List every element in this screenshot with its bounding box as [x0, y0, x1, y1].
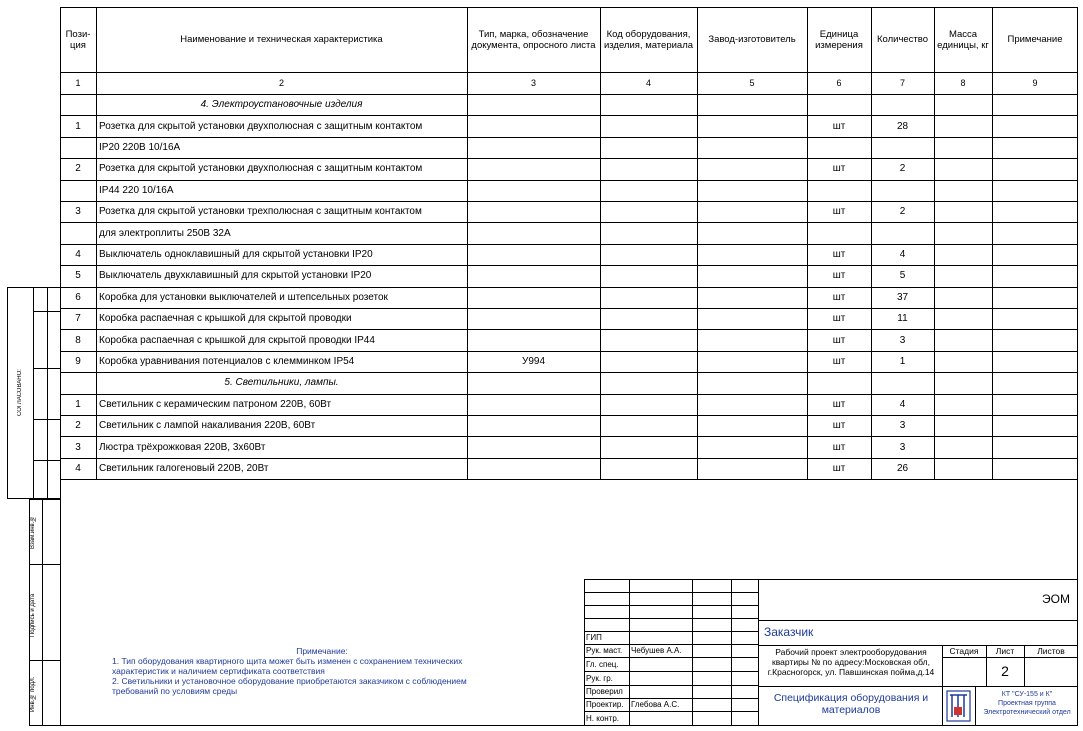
row-unit: [807, 372, 871, 393]
row-quantity: 28: [896, 120, 909, 132]
column-number: 3: [530, 77, 536, 88]
row-quantity: 2: [899, 163, 906, 175]
row-type: [467, 308, 600, 329]
row-position: 5: [75, 270, 81, 282]
row-type: [467, 265, 600, 286]
row-position: 7: [75, 313, 81, 325]
replace-inv-label: Взам.инв.№: [30, 515, 36, 550]
row-position: 1: [75, 120, 81, 132]
header-note: Примечание: [1007, 34, 1063, 45]
row-quantity: 37: [896, 291, 909, 303]
row-quantity: 11: [897, 313, 908, 325]
header-code: Код оборудования, изделия, материала: [603, 28, 694, 51]
row-unit: шт: [832, 462, 846, 474]
row-position: [60, 372, 96, 393]
row-quantity: 3: [899, 334, 906, 346]
row-type: [467, 287, 600, 308]
row-name: Светильник галогеновый 220В, 20Вт: [99, 462, 269, 474]
row-type: [467, 394, 600, 415]
row-name: Розетка для скрытой установки двухполюсная с защитным контактом: [99, 163, 423, 175]
project-description: [760, 647, 942, 677]
row-type: [467, 158, 600, 179]
row-unit: шт: [832, 248, 846, 260]
row-unit: шт: [832, 420, 846, 432]
row-position: 2: [75, 163, 81, 175]
row-type: [467, 137, 600, 158]
row-position: 3: [75, 441, 81, 453]
row-type: [467, 436, 600, 457]
title-block-name: [629, 711, 692, 726]
row-type: [467, 222, 600, 243]
row-unit: шт: [832, 291, 846, 303]
organization-line-3: Электротехнический отдел: [983, 709, 1071, 716]
project-line-2: квартиры № по адресу:Московская обл,: [772, 657, 930, 667]
row-unit: шт: [832, 163, 846, 175]
row-unit: шт: [832, 334, 846, 346]
row-type: [467, 115, 600, 136]
column-number: 9: [1032, 77, 1038, 88]
row-quantity: 26: [896, 462, 909, 474]
row-position: [60, 94, 96, 115]
row-position: 2: [75, 420, 81, 432]
header-pos: Пози-ция: [65, 28, 91, 51]
row-name: Коробка распаечная с крышкой для скрытой проводки: [99, 313, 352, 325]
row-position: 9: [75, 355, 81, 367]
title-block-role: Гл. спец.: [586, 659, 619, 669]
column-number: 8: [960, 77, 966, 88]
row-name: Светильник с лампой накаливания 220В, 60Вт: [99, 420, 316, 432]
header-name: Наименование и техническая характеристика: [180, 34, 383, 45]
title-block-role: Проверил: [586, 687, 623, 696]
row-name: Выключатель двухклавишный для скрытой установки IP20: [99, 270, 372, 282]
row-position: 6: [75, 291, 81, 303]
notes-block: [112, 646, 532, 696]
row-type: [467, 201, 600, 222]
title-block-role: ГИП: [586, 633, 602, 642]
row-type: [467, 244, 600, 265]
title-block-name: Глебова А.С.: [631, 700, 680, 709]
row-quantity: 2: [899, 206, 906, 218]
header-mass: Масса единицы, кг: [937, 28, 989, 51]
row-quantity: 3: [899, 420, 906, 432]
row-position: [60, 180, 96, 201]
row-quantity: [871, 180, 934, 201]
title-block-name: [629, 657, 692, 671]
row-name: IP44 220 10/16А: [99, 184, 174, 196]
row-quantity: [871, 137, 934, 158]
row-position: 8: [75, 334, 81, 346]
column-number: 5: [749, 77, 755, 88]
row-unit: шт: [832, 398, 846, 410]
row-unit: шт: [832, 355, 846, 367]
project-line-3: г.Красногорск, ул. Павшинская пойма,д.14: [767, 667, 935, 677]
document-title-line-1: Спецификация оборудования и: [773, 692, 929, 704]
row-unit: шт: [832, 206, 846, 218]
row-unit: шт: [832, 313, 846, 325]
organization-logo-icon: [945, 689, 972, 723]
stage-label: Стадия: [949, 645, 979, 656]
header-maker: Завод-изготовитель: [708, 34, 796, 45]
row-quantity: 4: [899, 398, 906, 410]
row-type: [467, 415, 600, 436]
row-quantity: 5: [899, 270, 906, 282]
row-type: [467, 329, 600, 350]
row-type: [467, 458, 600, 479]
sheet-number: 2: [1001, 663, 1009, 679]
row-quantity: 1: [899, 355, 906, 367]
column-number: 7: [899, 77, 905, 88]
row-name: Коробка для установки выключателей и штепсельных розеток: [99, 291, 388, 303]
customer: Заказчик: [764, 624, 814, 639]
row-unit: шт: [832, 441, 846, 453]
doc-code: ЭОМ: [1042, 591, 1070, 606]
row-name: Розетка для скрытой установки двухполюсная с защитным контактом: [99, 120, 423, 132]
title-block-name: [629, 631, 692, 644]
column-number: 6: [836, 77, 842, 88]
organization: [976, 690, 1078, 717]
notes-title: Примечание:: [296, 646, 348, 656]
original-inv-label: Инв.№ подл.: [30, 676, 36, 712]
row-position: 1: [75, 398, 81, 410]
row-position: [60, 137, 96, 158]
row-quantity: [871, 372, 934, 393]
row-type: [467, 94, 600, 115]
notes-line-3: 2. Светильники и установочное оборудование приобретаются заказчиком с соблюдением: [112, 676, 467, 686]
row-name: Коробка распаечная с крышкой для скрытой проводки IP44: [99, 334, 375, 346]
sheets-label: Листов: [1037, 645, 1065, 656]
title-block-role: Проектир.: [586, 700, 624, 709]
row-unit: шт: [832, 120, 846, 132]
agreed-label: СОГЛАСОВАНО:: [17, 369, 23, 417]
row-type: [467, 180, 600, 201]
row-position: 4: [75, 462, 81, 474]
document-title: [760, 692, 942, 716]
row-type: У994: [521, 355, 546, 367]
project-line-1: Рабочий проект электрооборудования: [775, 647, 927, 657]
column-number: 1: [75, 77, 81, 88]
row-quantity: 3: [899, 441, 906, 453]
row-name: Люстра трёхрожковая 220В, 3х60Вт: [99, 441, 266, 453]
header-unit: Единица измерения: [815, 28, 863, 51]
row-unit: [807, 180, 871, 201]
header-qty: Количество: [876, 34, 929, 45]
header-type: Тип, марка, обозначение документа, опросного листа: [471, 28, 596, 51]
notes-line-2: характеристик и наличием сертификата соответствия: [112, 666, 325, 676]
sheet-label: Лист: [995, 645, 1015, 656]
row-position: [60, 222, 96, 243]
row-position: 3: [75, 206, 81, 218]
title-block-role: Рук. гр.: [586, 673, 613, 683]
row-quantity: [871, 222, 934, 243]
notes-line-4: требований по условиям среды: [112, 686, 238, 696]
row-name: Розетка для скрытой установки трехполюсная с защитным контактом: [99, 206, 422, 218]
row-name: IP20 220В 10/16А: [99, 141, 181, 153]
column-number: 2: [278, 77, 284, 88]
document-title-line-2: материалов: [821, 704, 881, 716]
row-quantity: 4: [899, 248, 906, 260]
row-type: [467, 372, 600, 393]
row-position: 4: [75, 248, 81, 260]
row-unit: [807, 94, 871, 115]
row-name: для электроплиты 250В 32А: [99, 227, 231, 239]
row-name: Коробка уравнивания потенциалов с клемминком IP54: [99, 355, 355, 367]
title-block-name: Чебушев А.А.: [631, 646, 682, 655]
row-unit: шт: [832, 270, 846, 282]
title-block-name: [629, 685, 692, 698]
title-block-role: Н. контр.: [586, 714, 620, 723]
column-number: 4: [645, 77, 651, 88]
title-block-name: [629, 671, 692, 685]
organization-line-2: Проектная группа: [998, 700, 1056, 707]
section-title: 5. Светильники, лампы.: [224, 377, 339, 389]
row-unit: [807, 137, 871, 158]
title-block-role: Рук. маст.: [586, 646, 623, 655]
row-quantity: [871, 94, 934, 115]
section-title: 4. Электроустановочные изделия: [200, 99, 363, 111]
notes-line-1: 1. Тип оборудования квартирного щита может быть изменен с сохранением технических: [112, 656, 463, 666]
row-name: Светильник с керамическим патроном 220В, 60Вт: [99, 398, 332, 410]
row-unit: [807, 222, 871, 243]
organization-line-1: КТ "СУ-155 и К": [1001, 691, 1053, 698]
signature-date-label: Подпись и дата: [30, 593, 36, 637]
row-name: Выключатель одноклавишный для скрытой установки IP20: [99, 248, 373, 260]
